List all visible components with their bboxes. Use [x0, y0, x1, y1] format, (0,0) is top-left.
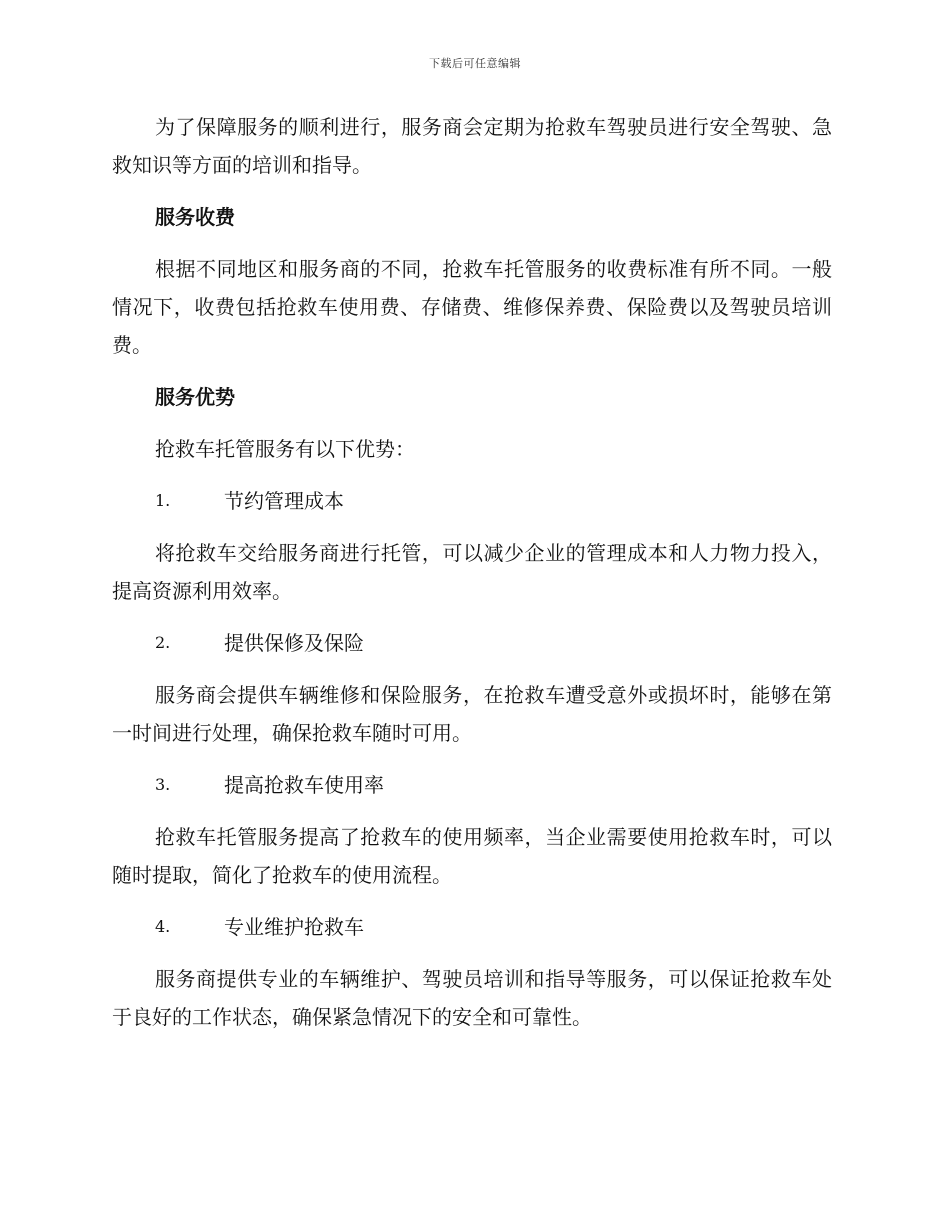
- paragraph-item-2: 服务商会提供车辆维修和保险服务，在抢救车遭受意外或损坏时，能够在第一时间进行处理，确保抢救车随时可用。: [112, 683, 832, 745]
- list-label: 提高抢救车使用率: [224, 773, 384, 797]
- heading-service-advantages: 服务优势: [155, 385, 235, 409]
- header-note: 下载后可任意编辑: [429, 57, 521, 70]
- list-label: 节约管理成本: [224, 489, 344, 513]
- list-number: 3.: [155, 775, 171, 794]
- paragraph-item-4: 服务商提供专业的车辆维护、驾驶员培训和指导等服务，可以保证抢救车处于良好的工作状态，确保紧急情况下的安全和可靠性。: [112, 967, 832, 1029]
- document-body: [112, 108, 832, 1036]
- list-item-4: [112, 908, 832, 946]
- paragraph-item-3: 抢救车托管服务提高了抢救车的使用频率，当企业需要使用抢救车时，可以随时提取，简化了抢救车的使用流程。: [112, 825, 832, 887]
- list-number: 4.: [155, 917, 171, 936]
- paragraph-advantages-intro: 抢救车托管服务有以下优势：: [155, 437, 415, 461]
- list-number: 1.: [155, 491, 171, 510]
- heading-service-fees: 服务收费: [155, 205, 235, 229]
- paragraph-item-1: 将抢救车交给服务商进行托管，可以减少企业的管理成本和人力物力投入，提高资源利用效率。: [112, 541, 832, 603]
- list-item-1: [112, 482, 832, 520]
- list-number: 2.: [155, 633, 171, 652]
- list-label: 提供保修及保险: [224, 631, 364, 655]
- list-label: 专业维护抢救车: [224, 915, 364, 939]
- paragraph-training: 为了保障服务的顺利进行，服务商会定期为抢救车驾驶员进行安全驾驶、急救知识等方面的培训和指导。: [112, 115, 832, 177]
- paragraph-fees: 根据不同地区和服务商的不同，抢救车托管服务的收费标准有所不同。一般情况下，收费包括抢救车使用费、存储费、维修保养费、保险费以及驾驶员培训费。: [112, 257, 832, 357]
- list-item-3: [112, 766, 832, 804]
- list-item-2: [112, 624, 832, 662]
